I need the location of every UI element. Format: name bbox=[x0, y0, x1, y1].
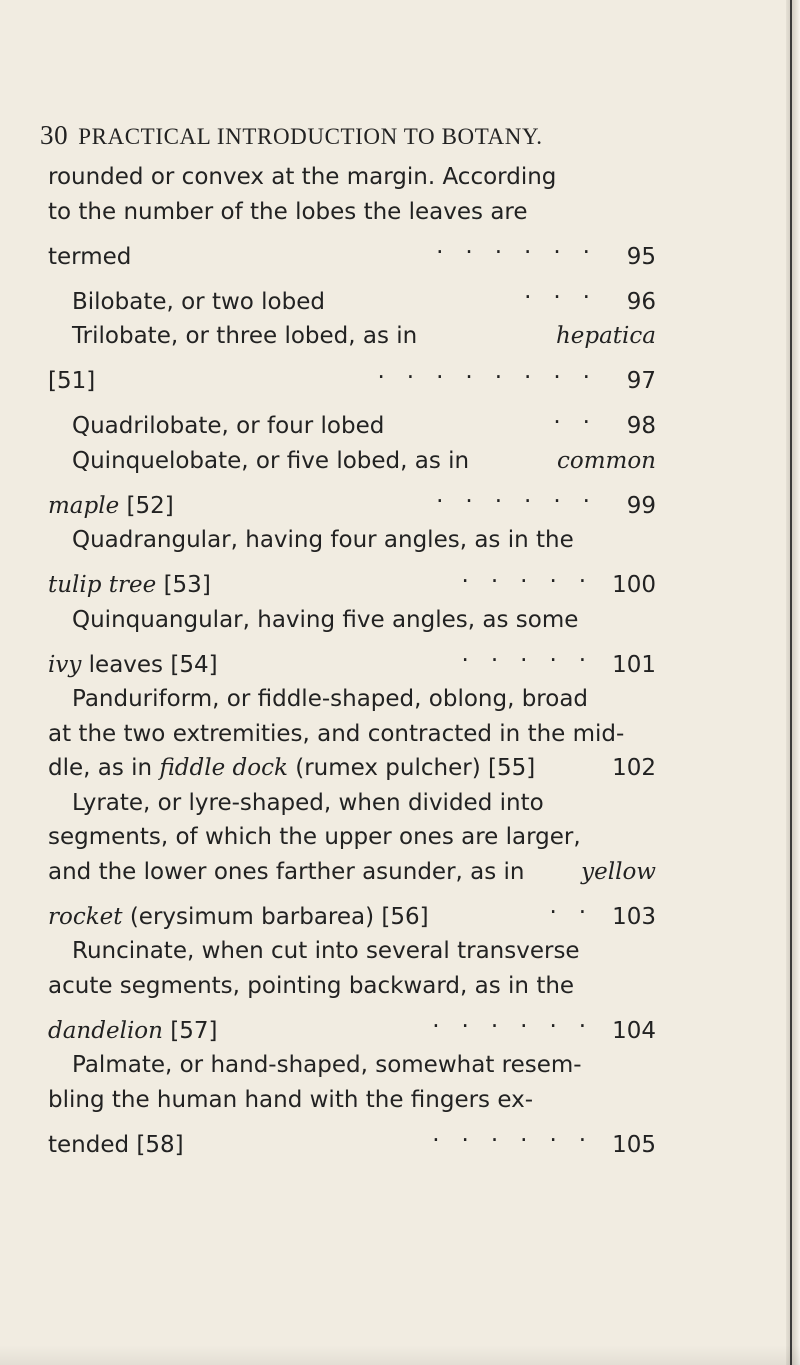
entry-text: [52] bbox=[126, 492, 174, 519]
text-line bbox=[48, 603, 656, 638]
line-text: Quinquangular, having five angles, as some bbox=[72, 606, 579, 633]
leader-dots: .. bbox=[549, 893, 609, 919]
line-text: Panduriform, or fiddle-shaped, oblong, broad bbox=[72, 686, 589, 712]
text-line bbox=[48, 682, 656, 717]
text-line bbox=[48, 934, 656, 969]
index-entry bbox=[48, 558, 656, 603]
leader-dots: ...... bbox=[436, 233, 612, 259]
entry-text: (erysimum barbarea) [56] bbox=[129, 903, 429, 930]
page-number: 30 bbox=[40, 120, 69, 150]
leader-dots: ........ bbox=[377, 357, 612, 384]
text-line bbox=[48, 160, 656, 195]
index-entry bbox=[48, 229, 656, 274]
text-line bbox=[48, 717, 656, 752]
running-title: PRACTICAL INTRODUCTION TO BOTANY. bbox=[78, 124, 543, 149]
line-text: acute segments, pointing backward, as in the bbox=[48, 972, 575, 999]
entry-text: tended [58] bbox=[48, 1131, 184, 1158]
leader-dots: ...... bbox=[432, 1007, 609, 1033]
index-entry bbox=[48, 889, 656, 934]
text-line bbox=[48, 820, 656, 855]
index-entry bbox=[48, 637, 656, 682]
entry-number: 104 bbox=[612, 1017, 656, 1044]
species-name: rocket bbox=[48, 903, 123, 930]
page-edge bbox=[786, 0, 800, 1365]
entry-number: 101 bbox=[612, 651, 656, 678]
text-line bbox=[48, 319, 656, 354]
text-line bbox=[48, 1048, 656, 1083]
page-edge-line bbox=[790, 0, 792, 1365]
species-name: yellow bbox=[581, 858, 656, 885]
line-text: to the number of the lobes the leaves are bbox=[48, 198, 528, 225]
index-entry bbox=[48, 354, 656, 399]
entry-number: 102 bbox=[612, 755, 656, 781]
species-name: fiddle dock bbox=[159, 755, 288, 781]
entry-text: Quadrilobate, or four lobed bbox=[72, 413, 385, 439]
species-name: tulip tree bbox=[48, 572, 157, 598]
entry-text: [57] bbox=[170, 1017, 218, 1044]
entry-text: [51] bbox=[48, 368, 96, 394]
entry-text: [53] bbox=[163, 572, 211, 598]
entry-number: 95 bbox=[626, 243, 656, 270]
entry-number: 97 bbox=[626, 368, 656, 394]
species-name: ivy bbox=[48, 651, 82, 678]
line-text: Runcinate, when cut into several transverse bbox=[72, 938, 580, 964]
entry-text: dle, as in bbox=[48, 755, 153, 781]
entry-text: (rumex pulcher) [55] bbox=[295, 755, 536, 781]
entry-text: leaves [54] bbox=[88, 651, 218, 678]
line-text: at the two extremities, and contracted in the mid- bbox=[48, 720, 625, 747]
entry-number: 105 bbox=[612, 1131, 656, 1158]
leader-dots: .. bbox=[553, 402, 612, 429]
species-name: maple bbox=[48, 492, 120, 519]
running-header bbox=[40, 120, 660, 151]
index-entry bbox=[48, 274, 656, 319]
leader-dots: ... bbox=[524, 278, 612, 304]
entry-number: 96 bbox=[626, 288, 656, 315]
index-entry bbox=[48, 478, 656, 523]
species-name: hepatica bbox=[555, 323, 656, 349]
line-text: rounded or convex at the margin. According bbox=[48, 164, 557, 190]
leader-dots: ...... bbox=[432, 1121, 609, 1147]
text-line bbox=[48, 969, 656, 1004]
text-line bbox=[48, 523, 656, 558]
line-text: bling the human hand with the fingers ex- bbox=[48, 1086, 534, 1113]
leader-dots: ..... bbox=[461, 561, 609, 588]
leader-dots: ..... bbox=[461, 641, 609, 667]
entry-number: 99 bbox=[626, 492, 656, 519]
species-name: dandelion bbox=[48, 1017, 163, 1044]
line-text: Palmate, or hand-shaped, somewhat resem- bbox=[72, 1052, 582, 1078]
page-body bbox=[48, 160, 656, 1162]
index-entry bbox=[48, 399, 656, 444]
entry-number: 100 bbox=[612, 572, 656, 598]
species-name: common bbox=[556, 447, 656, 474]
entry-number: 98 bbox=[626, 413, 656, 439]
line-text: and the lower ones farther asunder, as in bbox=[48, 858, 525, 885]
entry-text: termed bbox=[48, 243, 132, 270]
leader-dots: ...... bbox=[436, 482, 612, 508]
index-entry bbox=[48, 1003, 656, 1048]
text-line bbox=[48, 1083, 656, 1118]
text-line bbox=[48, 195, 656, 230]
text-line bbox=[48, 855, 656, 890]
entry-text: Bilobate, or two lobed bbox=[72, 288, 325, 315]
line-text: Quinquelobate, or five lobed, as in bbox=[72, 447, 470, 474]
bottom-shadow bbox=[0, 1345, 800, 1365]
text-line bbox=[48, 444, 656, 479]
line-text: Trilobate, or three lobed, as in bbox=[72, 323, 418, 349]
index-entry bbox=[48, 751, 656, 786]
line-text: Quadrangular, having four angles, as in the bbox=[72, 527, 574, 553]
text-line bbox=[48, 786, 656, 821]
line-text: Lyrate, or lyre-shaped, when divided into bbox=[72, 789, 544, 816]
entry-number: 103 bbox=[612, 903, 656, 930]
line-text: segments, of which the upper ones are larger, bbox=[48, 824, 581, 850]
index-entry bbox=[48, 1117, 656, 1162]
